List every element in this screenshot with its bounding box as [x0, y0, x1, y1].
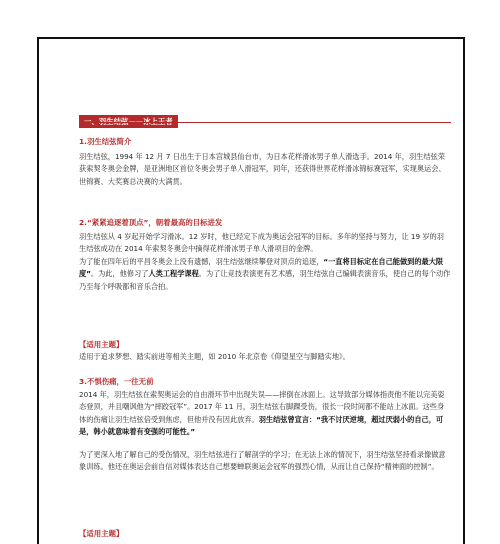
heading-theme-1: 【适用主题】: [79, 340, 124, 349]
heading-theme-2: 【适用主题】: [79, 529, 124, 538]
heading-intro: 1.羽生结弦简介: [79, 137, 132, 146]
paragraph-pursuit-2: 为了能在四年后的平昌冬奥会上没有遗憾，羽生结弦继续攀登对顶点的追逐，“一直将目标定在自己能做到的最大限度”。为此，他修习了人类工程学课程。为了让竞技表演更有艺术感，羽生结弦自己编辑表演音乐，使自己的每个动作乃至每个呼吸都和音乐合拍。: [79, 256, 451, 291]
paragraph-pursuit-1: 羽生结弦从 4 岁起开始学习滑冰。12 岁时，他已经定下成为奥运会冠军的目标。多年的坚持与努力，让 19 岁的羽生结弦成功在 2014 年索契冬奥会中摘得花样滑冰男子单人滑项目的金牌。: [79, 232, 444, 254]
heading-pursuit: 2.“紧紧追逐着顶点”，朝着最高的目标进发: [79, 218, 223, 227]
highlight-quote: 羽生结弦曾宣言：“我不讨厌逆境，超过厌弱小的自己，可是，韩小就意味着有变强的可能性。”: [79, 414, 444, 437]
highlight-course: 人类工程学课程: [148, 269, 199, 279]
paragraph-theme-1: 适用于追求梦想、踏实前进等相关主题，如 2010 年北京卷《仰望星空与脚踏实地》。: [79, 352, 350, 361]
heading-injury: 3.不惧伤痛，一往无前: [79, 377, 154, 386]
paragraph-injury-2: 为了更深入地了解自己的受伤情况，羽生结弦进行了解剖学的学习；在无法上冰的情况下，羽生结弦坚持看录像做意象训练。他还在奥运会前自信对媒体表达自己想要蝉联奥运会冠军的强烈心情，从而让自己保持“精神面的控制”。: [79, 449, 446, 472]
highlight-goal: “一直将目标定在自己能做到的最大限度”: [79, 256, 444, 279]
paragraph-intro: 羽生结弦，1994 年 12 月 7 日出生于日本宫城县仙台市，为日本花样滑冰男子单人滑选手。2014 年，羽生结弦荣获索契冬奥会金牌，是亚洲地区首位冬奥会男子单人滑冠军，同年，还获得世界花样滑冰锦标赛冠军，实现奥运会、世锦赛、大奖赛总决赛的大满贯。: [79, 152, 446, 186]
section-divider: [79, 122, 451, 123]
paragraph-injury-1: 2014 年，羽生结弦在索契奥运会的自由滑环节中出现失误——摔倒在冰面上。这导致部分媒体指责他不能以完美姿态登顶，并且嘲讽他为“摔跤冠军”。2017 年 11 月，羽生结弦右脚踝受伤，很长一段时间都不能站上冰面。这些身体的伤痛让羽生结弦倍受到焦虑，但他并没有因此放弃。羽生结弦曾宣言：“我不讨厌逆境，超过厌弱小的自己，可是，韩小就意味着有变强的可能性。”: [79, 390, 445, 437]
